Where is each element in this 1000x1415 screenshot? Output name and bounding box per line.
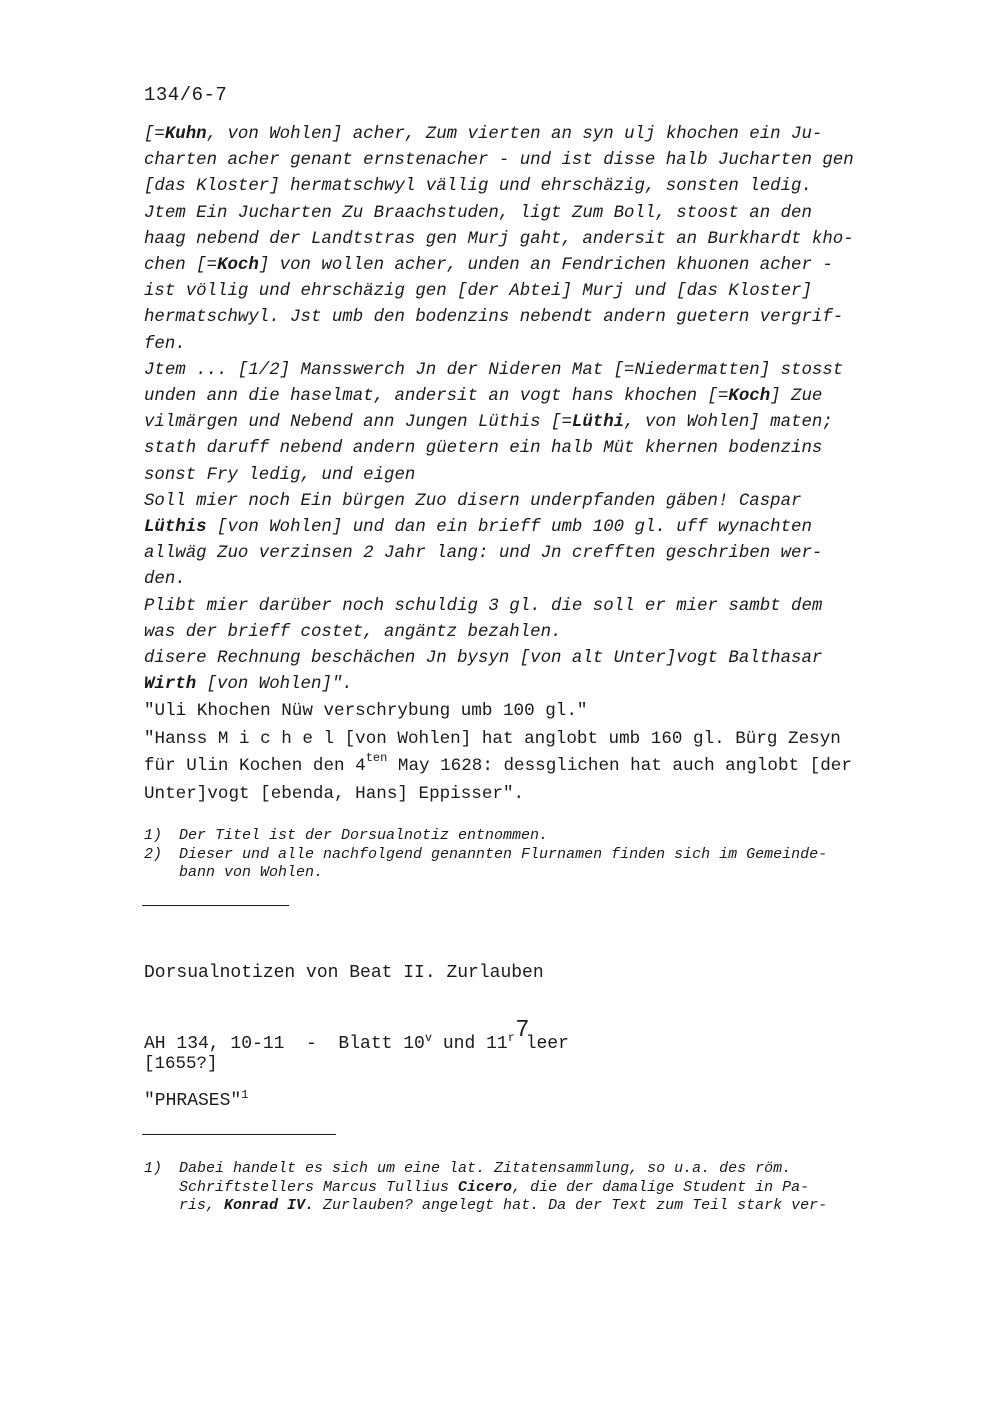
superscript: v (424, 1030, 433, 1045)
document-date: [1655?] (144, 1054, 218, 1074)
footnote-number (144, 1179, 179, 1198)
text-line (144, 384, 914, 410)
footnote-number: 2) (144, 845, 163, 863)
superscript: r (507, 1030, 515, 1045)
text-run: ris, (179, 1197, 225, 1214)
text-run: , von Wohlen] maten; (624, 413, 833, 433)
text-line (144, 253, 914, 279)
footnote-marker: 1 (241, 1088, 249, 1102)
footnote-number (144, 864, 179, 883)
text-line (144, 726, 914, 754)
dorsual-line-1: Dorsualnotizen von Beat II. Zurlauben (144, 963, 544, 983)
bold-name: Lüthis (144, 518, 207, 538)
text-run: Soll mier noch Ein bürgen Zuo disern underpfanden gäben! Caspar (144, 491, 802, 511)
text-run: Dabei handelt es sich um eine lat. Zitatensammlung, so u.a. des röm. (179, 1160, 792, 1177)
text-run: sonst Fry ledig, und eigen (144, 465, 416, 485)
bold-name: Wirth (144, 675, 197, 695)
text-run: unden ann die haselmat, andersit an vogt hans khochen [= (144, 387, 729, 407)
text-run: disere Rechnung beschächen Jn bysyn [von alt Unter]vogt Balthasar (144, 649, 823, 669)
text-run: ] von wollen acher, unden an Fendrichen khuonen acher - (258, 256, 833, 276)
dorsual-line-2 (144, 1030, 569, 1057)
text-run: May 1628: dessglichen hat auch anglobt [der (387, 756, 852, 776)
text-run: Zurlauben? angelegt hat. Da der Text zum Teil stark ver- (314, 1197, 828, 1214)
text-line (144, 672, 914, 698)
text-run: [das Kloster] hermatschwyl vällig und ehrschäzig, sonsten ledig. (144, 177, 812, 197)
text-line (144, 332, 914, 358)
text-line (144, 620, 914, 646)
footnote-line (144, 864, 924, 883)
text-run: "Hanss M i c h e l [von Wohlen] hat anglobt umb 160 gl. Bürg Zesyn (144, 728, 841, 749)
text-line (144, 122, 914, 148)
footnote-number: 1) (144, 1160, 163, 1177)
text-run: charten acher genant ernstenacher - und ist disse halb Jucharten gen (144, 151, 854, 171)
text-line (144, 148, 914, 174)
footnote-number: 1) (144, 827, 163, 844)
document-title (144, 1088, 249, 1111)
text-run: , von Wohlen] acher, Zum vierten an syn ulj khochen ein Ju- (206, 125, 823, 144)
text-line (144, 753, 914, 781)
footnote-text (179, 1179, 809, 1198)
footnote-number (144, 1197, 179, 1216)
text-run: fen. (144, 334, 186, 354)
document-title-text: "PHRASES" (144, 1091, 242, 1111)
text-run: stath daruff nebend andern güetern ein halb Müt khernen bodenzins (144, 439, 823, 459)
text-line (144, 436, 914, 462)
text-line (144, 305, 914, 331)
document-number: 7 (516, 1015, 529, 1041)
footnote-line (144, 1160, 924, 1179)
text-line (144, 541, 914, 567)
bold-name: Cicero (458, 1178, 513, 1196)
superscript: ten (365, 751, 388, 765)
text-run: Jtem ... [1/2] Mansswerch Jn der Nideren Mat [=Niedermatten] stosst (144, 360, 844, 380)
bold-name: Konrad IV. (224, 1197, 315, 1214)
text-line (144, 358, 914, 384)
text-run: AH 134, 10-11 - Blatt 10 (144, 1033, 425, 1054)
bold-name: Koch (728, 387, 771, 407)
text-line (144, 698, 914, 726)
text-run: und 11 (432, 1033, 508, 1054)
text-run: Schriftstellers Marcus Tullius (179, 1178, 459, 1196)
text-line (144, 594, 914, 620)
page-reference: 134/6-7 (144, 84, 228, 106)
separator-rule (142, 905, 289, 906)
text-line (144, 227, 914, 253)
text-line (144, 410, 914, 436)
text-run: [von Wohlen]". (196, 675, 353, 695)
text-run: [von Wohlen] und dan ein brieff umb 100 gl. uff wynachten (206, 518, 812, 538)
dorsual-notes (144, 915, 569, 1103)
text-run: Jtem Ein Jucharten Zu Braachstuden, ligt Zum Boll, stoost an den (144, 203, 812, 223)
text-line (144, 781, 914, 809)
footnote-text (179, 1160, 791, 1179)
text-line (144, 646, 914, 672)
text-line (144, 489, 914, 515)
text-run: was der brieff costet, angäntz bezahlen. (144, 622, 562, 642)
bold-name: Koch (217, 256, 259, 276)
text-run: haag nebend der Landtstras gen Murj gaht, andersit an Burkhardt kho- (144, 229, 854, 249)
bold-name: Lüthi (571, 413, 625, 433)
text-run: Plibt mier darüber noch schuldig 3 gl. die soll er mier sambt dem (144, 596, 823, 616)
text-run: ist völlig und ehrschäzig gen [der Abtei] Murj und [das Kloster] (144, 282, 812, 302)
footnote-separator-rule (142, 1134, 336, 1135)
text-run: "Uli Khochen Nüw verschrybung umb 100 gl." (144, 701, 588, 721)
footnote-text: Dieser und alle nachfolgend genannten Flurnamen finden sich im Gemeinde- (179, 845, 828, 863)
text-run: für Ulin Kochen den 4 (144, 756, 366, 776)
footnote-line (144, 846, 924, 865)
text-run: Unter]vogt [ebenda, Hans] Eppisser". (144, 783, 525, 804)
text-run: allwäg Zuo verzinsen 2 Jahr lang: und Jn crefften geschriben wer- (144, 544, 823, 564)
transcription-upright (144, 698, 914, 808)
text-run: ] Zue (770, 387, 823, 407)
text-run: vilmärgen und Nebend ann Jungen Lüthis [= (144, 413, 572, 433)
footnote-line (144, 1197, 924, 1216)
text-run: , die der damalige Student in Pa- (512, 1178, 810, 1196)
footnotes-bottom (144, 1160, 924, 1216)
text-line (144, 567, 914, 593)
footnotes-top (144, 827, 924, 883)
text-run: den. (144, 570, 186, 590)
text-line (144, 201, 914, 227)
text-run: chen [= (144, 256, 218, 276)
footnote-line (144, 827, 924, 846)
footnote-line (144, 1179, 924, 1198)
text-line (144, 463, 914, 489)
footnote-text (179, 1197, 827, 1216)
text-run: hermatschwyl. Jst umb den bodenzins nebendt andern guetern vergrif- (144, 308, 844, 328)
text-line (144, 174, 914, 200)
footnote-text: bann von Wohlen. (179, 864, 324, 881)
text-run: leer (514, 1033, 569, 1054)
transcription-italic (144, 122, 914, 698)
text-line (144, 515, 914, 541)
bold-name: Kuhn (164, 125, 207, 144)
text-run: [= (144, 125, 165, 144)
text-line (144, 279, 914, 305)
footnote-text: Der Titel ist der Dorsualnotiz entnommen. (179, 827, 549, 844)
